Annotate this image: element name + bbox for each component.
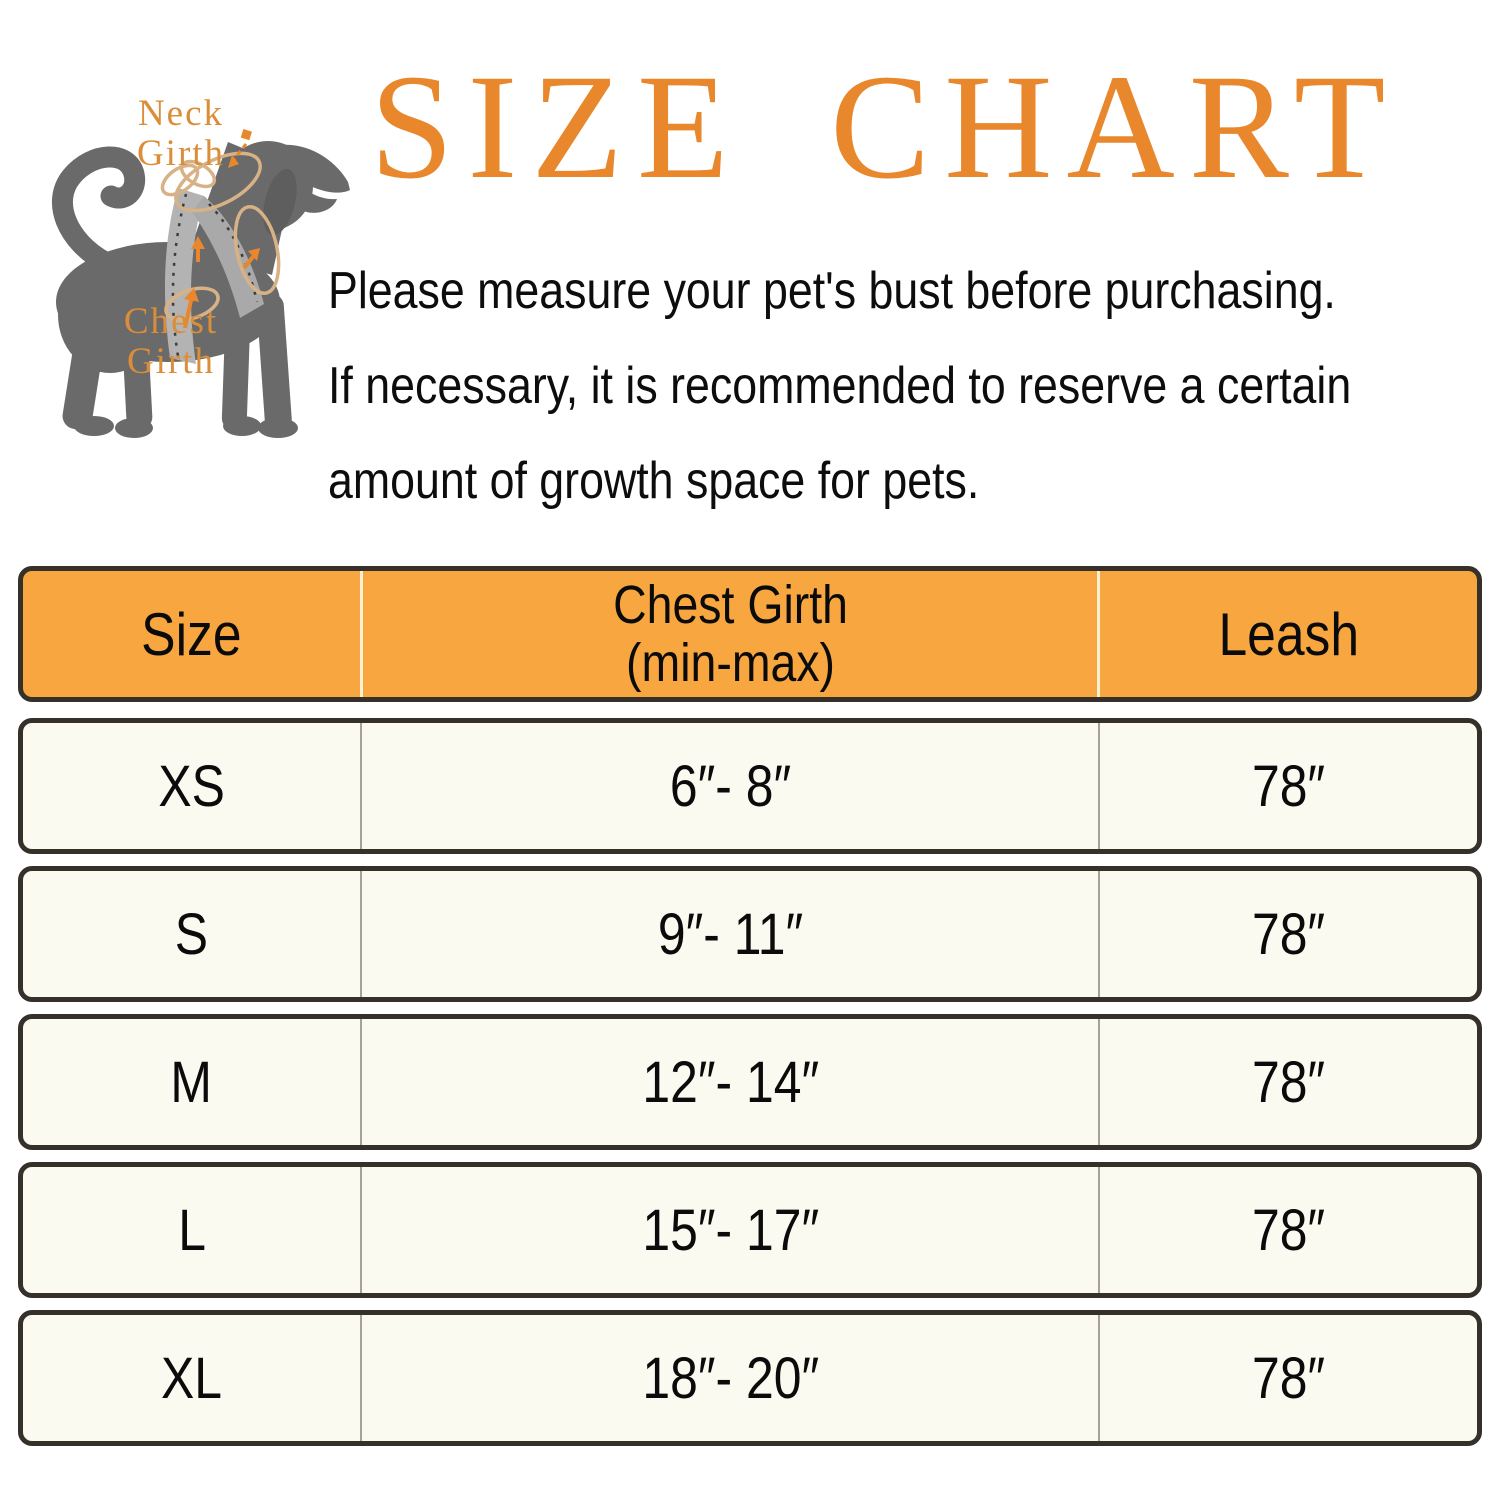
leash-value: 78″ (1252, 1345, 1326, 1411)
intro-text (328, 244, 1498, 529)
intro-line-1: Please measure your pet's bust before purchasing. (328, 262, 1336, 320)
table-row-m (18, 1014, 1482, 1150)
leash-value: 78″ (1252, 753, 1326, 819)
cell-chest-girth (360, 1315, 1100, 1441)
cell-leash (1100, 871, 1477, 997)
dog-measurement-figure (10, 90, 360, 440)
table-row-s (18, 866, 1482, 1002)
neck-girth-label-line1: Neck (137, 93, 225, 134)
size-table-header (18, 566, 1482, 702)
chest-girth-label-line1: Chest (123, 301, 219, 342)
header-cell-chest-girth (360, 571, 1100, 697)
header-chest-girth-line1: Chest Girth (612, 575, 848, 635)
cell-size (23, 1019, 360, 1145)
cell-size (23, 871, 360, 997)
leash-value: 78″ (1252, 1049, 1326, 1115)
neck-girth-label (96, 94, 266, 174)
header-chest-girth-label (613, 576, 848, 692)
size-value: XS (158, 753, 225, 819)
chest-girth-value: 6″- 8″ (669, 753, 791, 819)
cell-leash (1100, 1019, 1477, 1145)
cell-leash (1100, 1167, 1477, 1293)
chest-girth-value: 12″- 14″ (641, 1049, 819, 1115)
chest-girth-value: 15″- 17″ (641, 1197, 819, 1263)
header-size-label: Size (141, 600, 242, 668)
size-value: L (177, 1197, 206, 1263)
table-row-xl (18, 1310, 1482, 1446)
cell-leash (1100, 1315, 1477, 1441)
header-chest-girth-line2: (min-max) (625, 633, 835, 693)
header-cell-size (23, 571, 360, 697)
cell-leash (1100, 723, 1477, 849)
cell-size (23, 1315, 360, 1441)
chest-girth-label (86, 302, 256, 382)
cell-chest-girth (360, 1019, 1100, 1145)
table-row-xs (18, 718, 1482, 854)
header-leash-label: Leash (1218, 600, 1359, 668)
leash-value: 78″ (1252, 901, 1326, 967)
page-title: SIZE CHART (370, 44, 1400, 210)
chest-girth-value: 9″- 11″ (657, 901, 804, 967)
size-value: XL (161, 1345, 223, 1411)
cell-chest-girth (360, 871, 1100, 997)
cell-size (23, 723, 360, 849)
table-row-l (18, 1162, 1482, 1298)
size-value: S (175, 901, 209, 967)
neck-girth-label-line2: Girth (136, 133, 226, 174)
size-table (18, 566, 1482, 1446)
cell-chest-girth (360, 723, 1100, 849)
cell-size (23, 1167, 360, 1293)
intro-line-2: If necessary, it is recommended to reserve a certain (328, 357, 1352, 415)
intro-line-3: amount of growth space for pets. (328, 452, 980, 510)
chest-girth-value: 18″- 20″ (641, 1345, 819, 1411)
cell-chest-girth (360, 1167, 1100, 1293)
header-cell-leash (1100, 571, 1477, 697)
leash-value: 78″ (1252, 1197, 1326, 1263)
chest-girth-label-line2: Girth (126, 341, 216, 382)
size-value: M (170, 1049, 213, 1115)
